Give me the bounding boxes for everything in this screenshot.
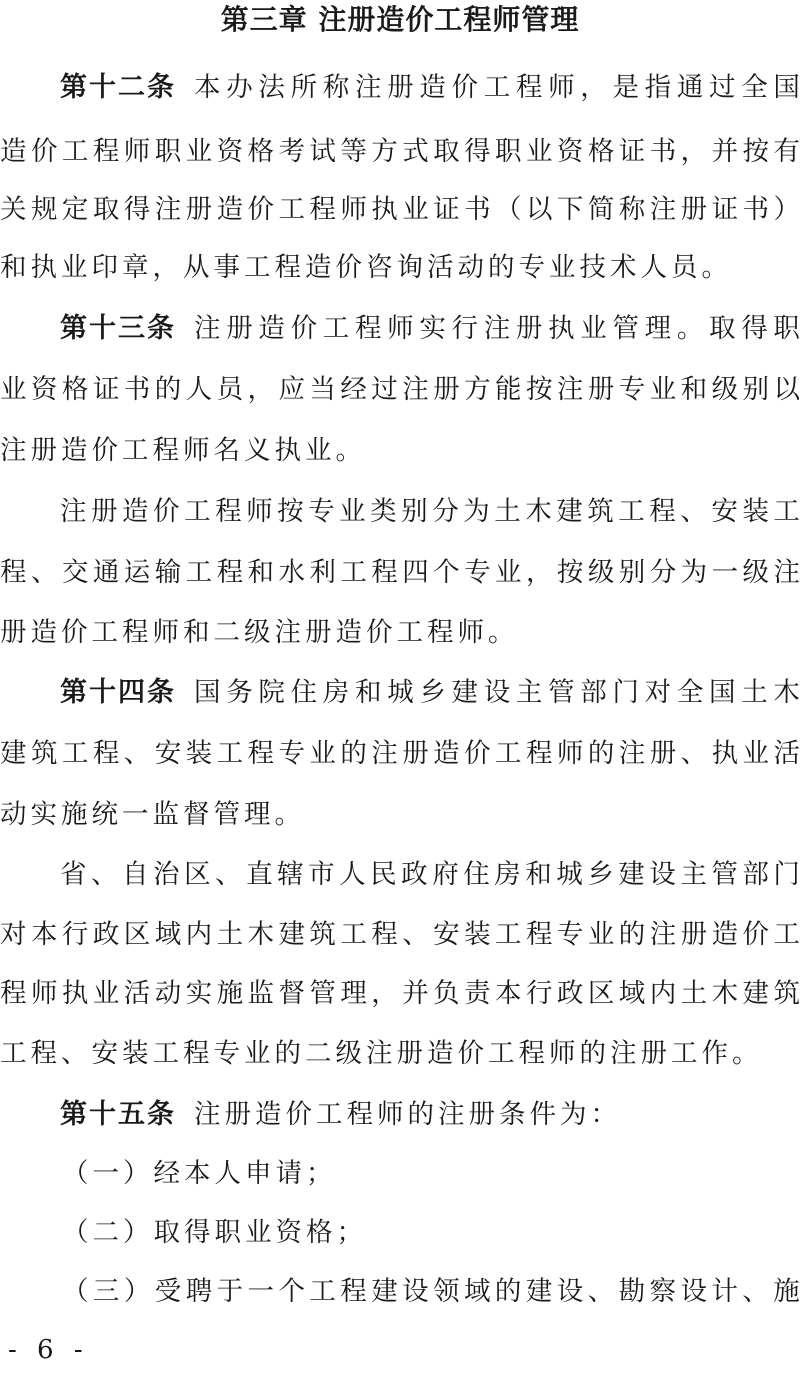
article-14-line-1: [0, 668, 800, 718]
article-12-line-2: 造 价 工 程 师 职 业 资 格 考 试 等 方 式 取 得 职 业 资 格 证 书 ， 并 按 有: [0, 136, 800, 167]
article-12-line-3: 关 规 定 取 得 注 册 造 价 工 程 师 执 业 证 书 （ 以 下 简 称 注 册 证 书 ）: [0, 194, 800, 225]
article-label: 第十二条: [60, 72, 176, 103]
article-label: 第十三条: [60, 313, 176, 344]
article-text: 注册造价工程师的注册条件为：: [194, 1099, 621, 1130]
article-text: 国 务 院 住 房 和 城 乡 建 设 主 管 部 门 对 全 国 土 木: [194, 677, 800, 708]
article-text: 注 册 造 价 工 程 师 实 行 注 册 执 业 管 理 。 取 得 职: [194, 313, 800, 344]
article-14-para-2-line-4: 工程、安装工程专业的二级注册造价工程师的注册工作。: [0, 1038, 763, 1069]
article-13-line-1: [0, 304, 800, 354]
page-number: - 6 -: [8, 1335, 89, 1365]
article-14-para-2-line-3: 程 师 执 业 活 动 实 施 监 督 管 理 ， 并 负 责 本 行 政 区 域 内 土 木 建 筑: [0, 978, 800, 1009]
article-12-line-4: 和执业印章，从事工程造价咨询活动的专业技术人员。: [0, 252, 732, 283]
article-13-line-3: 注册造价工程师名义执业。: [0, 435, 366, 466]
article-14-para-2-line-1: 省 、 自 治 区 、 直 辖 市 人 民 政 府 住 房 和 城 乡 建 设 主 管 部 门: [60, 859, 800, 890]
article-15-item-2: （二）取得职业资格；: [62, 1217, 367, 1248]
article-14-line-2: 建 筑 工 程 、 安 装 工 程 专 业 的 注 册 造 价 工 程 师 的 注 册 、 执 业 活: [0, 738, 800, 769]
chapter-title: 第三章 注册造价工程师管理: [220, 3, 580, 36]
article-13-para-2-line-2: 程 、 交 通 运 输 工 程 和 水 利 工 程 四 个 专 业 ， 按 级 别 分 为 一 级 注: [0, 557, 800, 588]
article-label: 第十四条: [60, 677, 176, 708]
article-15-line-1: [0, 1090, 800, 1140]
article-15-item-3: （ 三 ） 受 聘 于 一 个 工 程 建 设 领 域 的 建 设 、 勘 察 设 计 、 施: [62, 1276, 800, 1307]
article-13-line-2: 业 资 格 证 书 的 人 员 ， 应 当 经 过 注 册 方 能 按 注 册 专 业 和 级 别 以: [0, 374, 800, 405]
article-15-item-1: （一）经本人申请；: [62, 1158, 337, 1189]
article-13-para-2-line-1: 注 册 造 价 工 程 师 按 专 业 类 别 分 为 土 木 建 筑 工 程 、 安 装 工: [60, 496, 800, 527]
article-14-line-3: 动实施统一监督管理。: [0, 799, 305, 830]
article-label: 第十五条: [60, 1099, 176, 1130]
article-13-para-2-line-3: 册造价工程师和二级注册造价工程师。: [0, 617, 519, 648]
article-14-para-2-line-2: 对 本 行 政 区 域 内 土 木 建 筑 工 程 、 安 装 工 程 专 业 的 注 册 造 价 工: [0, 919, 800, 950]
article-12-line-1: [0, 63, 800, 113]
article-text: 本 办 法 所 称 注 册 造 价 工 程 师 ， 是 指 通 过 全 国: [194, 72, 800, 103]
